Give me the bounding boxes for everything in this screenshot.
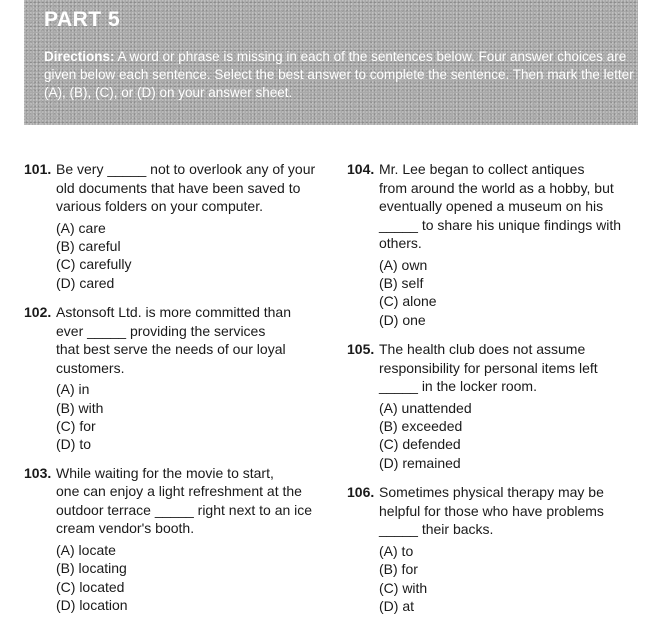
question-number: 102.	[24, 304, 52, 321]
question-line: Be very _____ not to overlook any of your	[56, 161, 316, 177]
answer-option-c[interactable]: (C) alone	[379, 293, 437, 310]
question-line: While waiting for the movie to start,	[56, 464, 274, 481]
question-line: _____ in the locker room.	[379, 378, 537, 395]
question-line: Sometimes physical therapy may be	[379, 484, 604, 501]
answer-option-d[interactable]: (D) at	[379, 597, 414, 614]
answer-option-a[interactable]: (A) to	[379, 542, 414, 559]
question-line: The health club does not assume	[379, 341, 586, 358]
question-101	[24, 160, 324, 292]
question-106	[347, 483, 632, 615]
answer-option-a[interactable]: (A) own	[379, 256, 428, 273]
answer-option-c[interactable]: (C) with	[379, 579, 428, 596]
answer-option-c[interactable]: (C) located	[56, 578, 125, 595]
answer-option-a[interactable]: (A) unattended	[379, 399, 472, 416]
question-line: Mr. Lee began to collect antiques	[379, 161, 585, 177]
question-number: 105.	[347, 341, 375, 358]
answer-options	[56, 219, 324, 293]
question-number: 106.	[347, 484, 375, 501]
directions-body: A word or phrase is missing in each of the sentences below. Four answer choices are given below each sentence. Select the best answer to complete the sentence. Then mark the letter (A), (B), (C), or (D) on your answer sheet.	[44, 49, 634, 100]
answer-option-b[interactable]: (B) locating	[56, 560, 127, 577]
question-line: that best serve the needs of our loyal	[56, 341, 286, 358]
question-line: Astonsoft Ltd. is more committed than	[56, 304, 291, 321]
answer-option-d[interactable]: (D) remained	[379, 454, 461, 471]
answer-option-d[interactable]: (D) location	[56, 596, 128, 613]
question-number: 101.	[24, 161, 52, 177]
answer-option-c[interactable]: (C) for	[56, 417, 96, 434]
question-line: ever _____ providing the services	[56, 322, 266, 339]
question-line: _____ their backs.	[379, 521, 494, 538]
answer-option-d[interactable]: (D) to	[56, 436, 91, 453]
answer-option-d[interactable]: (D) cared	[56, 274, 115, 291]
answer-option-b[interactable]: (B) careful	[56, 237, 121, 254]
directions-label: Directions:	[44, 49, 115, 64]
answer-option-b[interactable]: (B) exceeded	[379, 418, 463, 435]
question-number: 103.	[24, 464, 52, 481]
question-line: responsibility for personal items left	[379, 359, 598, 376]
answer-option-c[interactable]: (C) defended	[379, 436, 461, 453]
part-header-banner	[24, 0, 638, 125]
question-line: helpful for those who have problems	[379, 502, 604, 519]
answer-option-a[interactable]: (A) in	[56, 381, 90, 398]
answer-option-d[interactable]: (D) one	[379, 311, 426, 328]
question-104	[347, 160, 632, 329]
directions-text	[44, 48, 636, 102]
question-line: _____ to share his unique findings with	[379, 216, 622, 233]
answer-option-b[interactable]: (B) with	[56, 399, 104, 416]
answer-option-b[interactable]: (B) for	[379, 561, 418, 578]
question-line: old documents that have been saved to	[56, 179, 301, 196]
answer-options	[56, 541, 324, 615]
question-line: customers.	[56, 359, 125, 376]
answer-options	[56, 380, 324, 454]
question-line: one can enjoy a light refreshment at the	[56, 483, 302, 500]
question-105	[347, 340, 632, 472]
answer-options	[379, 542, 632, 616]
question-line: outdoor terrace _____ right next to an ice	[56, 501, 313, 518]
question-102	[24, 303, 324, 454]
question-line: various folders on your computer.	[56, 198, 263, 214]
right-column	[347, 160, 632, 615]
question-number: 104.	[347, 161, 375, 177]
question-103	[24, 464, 324, 615]
question-line: eventually opened a museum on his	[379, 198, 604, 214]
answer-options	[379, 399, 632, 473]
question-line: cream vendor's booth.	[56, 520, 195, 537]
part-title: PART 5	[44, 8, 121, 31]
answer-option-b[interactable]: (B) self	[379, 274, 424, 291]
question-line: others.	[379, 235, 422, 251]
answer-options	[379, 256, 632, 330]
answer-option-c[interactable]: (C) carefully	[56, 256, 132, 273]
answer-option-a[interactable]: (A) care	[56, 219, 106, 236]
left-column	[24, 160, 324, 614]
question-line: from around the world as a hobby, but	[379, 179, 614, 196]
answer-option-a[interactable]: (A) locate	[56, 541, 116, 558]
